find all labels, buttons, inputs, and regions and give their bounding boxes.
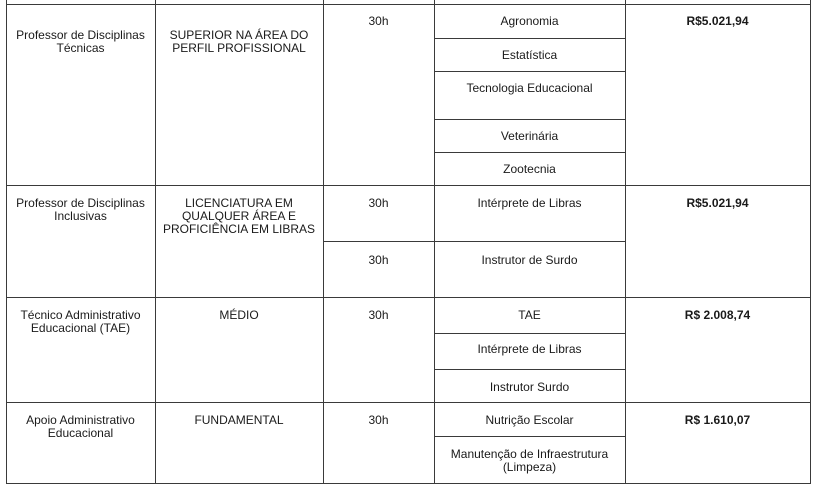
column-divider <box>625 0 626 484</box>
cargo-line: Apoio Administrativo <box>26 413 135 427</box>
area-cell: Instrutor de Surdo <box>481 253 578 267</box>
escolaridade-cell: MÉDIO <box>219 308 259 322</box>
subrow-divider <box>434 333 626 334</box>
cargo-line: Técnico Administrativo <box>20 308 141 322</box>
subrow-divider <box>434 369 626 370</box>
carga-cell: 30h <box>368 253 389 267</box>
area-cell: Agronomia <box>500 14 559 28</box>
area-cell: TAE <box>518 308 541 322</box>
escolaridade-cell <box>155 197 323 236</box>
column-divider <box>155 0 156 484</box>
area-cell: Estatística <box>501 48 558 62</box>
cargo-cell <box>6 414 155 440</box>
escolaridade-line: QUALQUER ÁREA E <box>181 209 297 223</box>
cargo-line: Professor de Disciplinas <box>16 28 145 42</box>
cargo-line: Técnicas <box>56 41 105 55</box>
subrow-divider <box>434 38 626 39</box>
area-cell <box>434 448 625 474</box>
subrow-divider <box>434 436 626 437</box>
escolaridade-line: PROFICIÊNCIA EM LIBRAS <box>162 222 316 236</box>
area-cell: Intérprete de Libras <box>477 342 582 356</box>
cargo-cell <box>6 309 155 335</box>
remuneracao-cell: R$5.021,94 <box>686 14 749 28</box>
cargo-line: Inclusivas <box>54 209 107 223</box>
escolaridade-cell <box>155 29 323 55</box>
table-border-right <box>810 0 811 484</box>
cargo-line: Educacional (TAE) <box>30 321 131 335</box>
remuneracao-cell: R$5.021,94 <box>686 196 749 210</box>
row-divider <box>6 297 811 298</box>
area-cell: Zootecnia <box>503 162 556 176</box>
carga-cell: 30h <box>368 308 389 322</box>
cargo-cell <box>6 197 155 223</box>
row-divider <box>6 402 811 403</box>
cargo-line: Educacional <box>47 426 114 440</box>
carga-cell: 30h <box>368 413 389 427</box>
remuneracao-cell: R$ 1.610,07 <box>684 413 751 427</box>
subrow-divider <box>434 119 626 120</box>
area-line: Manutenção de Infraestrutura <box>450 447 609 461</box>
cargo-cell <box>6 29 155 55</box>
remuneracao-cell: R$ 2.008,74 <box>684 308 751 322</box>
carga-cell: 30h <box>368 14 389 28</box>
area-cell: Intérprete de Libras <box>477 196 582 210</box>
area-cell: Nutrição Escolar <box>485 413 574 427</box>
carga-cell: 30h <box>368 196 389 210</box>
escolaridade-line: SUPERIOR NA ÁREA DO <box>169 28 309 42</box>
column-divider <box>434 0 435 484</box>
row-divider <box>6 185 811 186</box>
area-cell: Instrutor Surdo <box>489 380 570 394</box>
subrow-divider <box>323 241 626 242</box>
area-cell: Tecnologia Educacional <box>466 81 593 95</box>
cargo-line: Professor de Disciplinas <box>16 196 145 210</box>
table-border-left <box>6 0 7 484</box>
subrow-divider <box>434 71 626 72</box>
escolaridade-line: LICENCIATURA EM <box>185 196 293 210</box>
area-cell: Veterinária <box>500 129 559 143</box>
table-border-top <box>6 4 811 5</box>
escolaridade-line: PERFIL PROFISSIONAL <box>172 41 306 55</box>
table-border-bottom <box>6 483 811 484</box>
area-line: (Limpeza) <box>502 460 557 474</box>
subrow-divider <box>434 152 626 153</box>
escolaridade-cell: FUNDAMENTAL <box>194 413 284 427</box>
column-divider <box>323 0 324 484</box>
